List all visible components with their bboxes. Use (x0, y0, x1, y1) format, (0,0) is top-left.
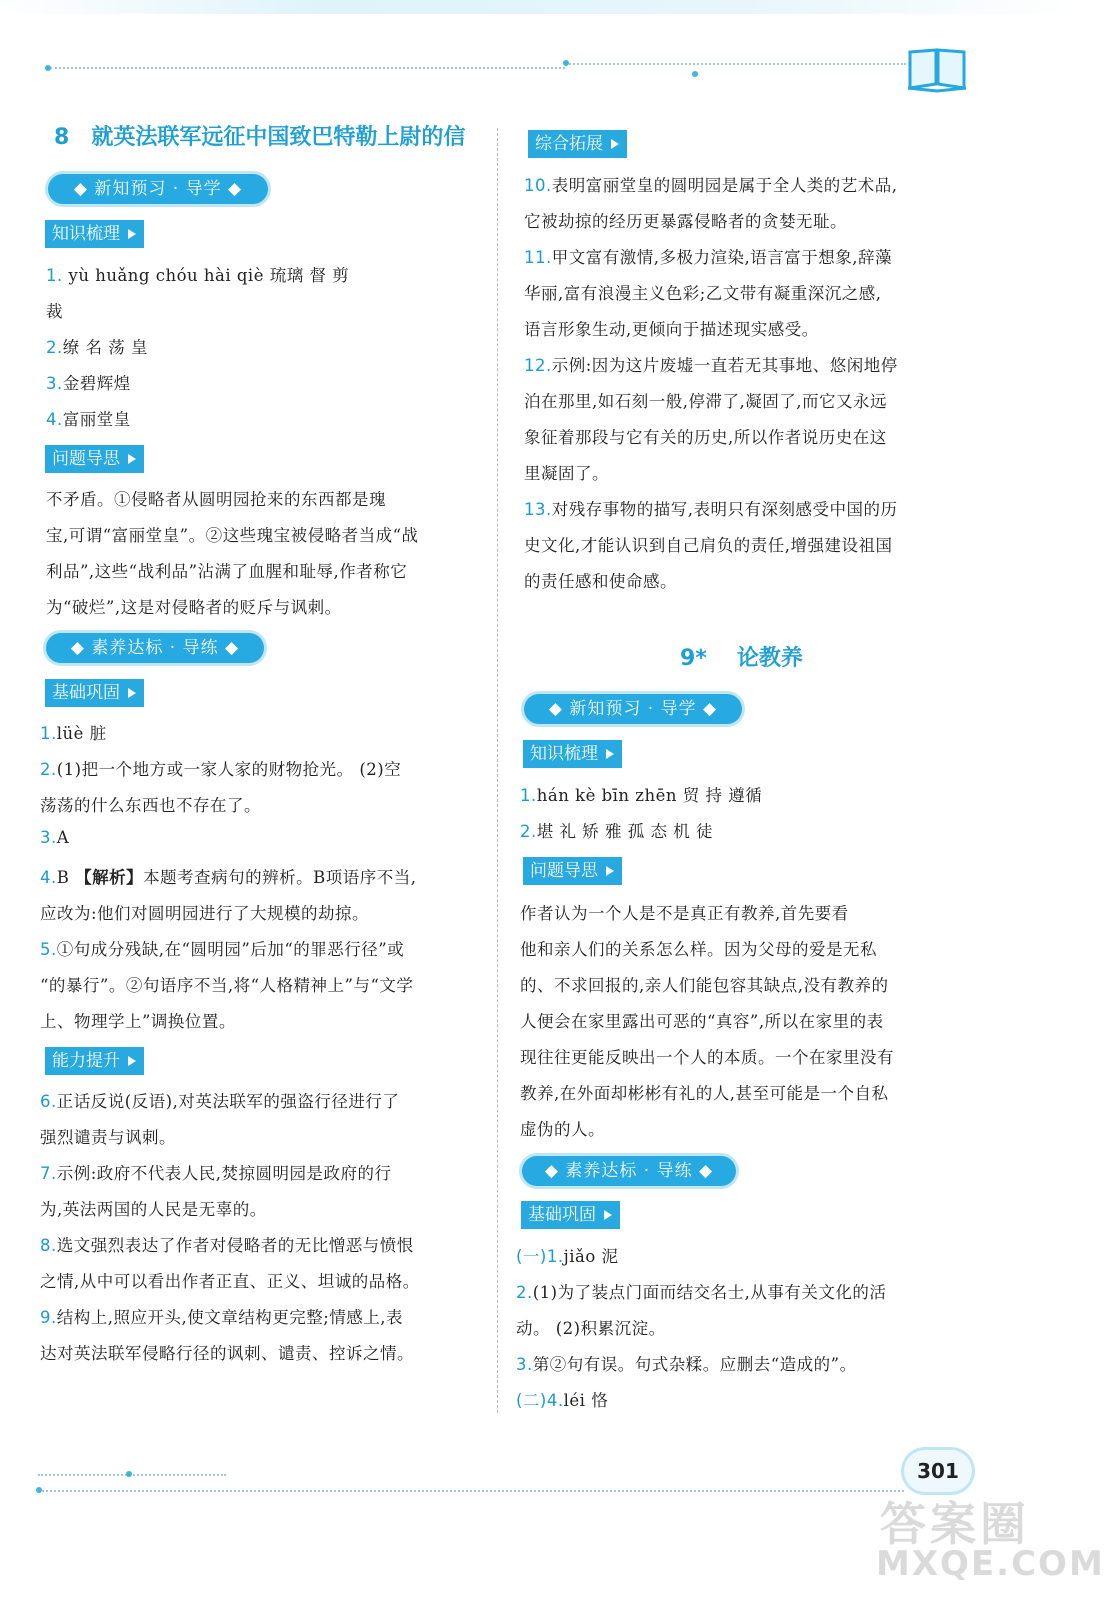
item-number: 3. (516, 1355, 533, 1374)
paragraph-line: 作者认为一个人是不是真正有教养,首先要看 (520, 904, 849, 923)
answer-line (40, 1340, 414, 1364)
item-text: 缭 名 荡 皇 (62, 338, 148, 357)
item-number: 3. (40, 828, 57, 847)
answer-line (516, 1243, 619, 1267)
tag-basics: 基础巩固 (521, 1201, 620, 1229)
answer-line (40, 1232, 414, 1256)
answer-line (524, 460, 609, 484)
item-text: 里凝固了。 (524, 464, 609, 483)
item-number: 10. (524, 176, 552, 195)
chapter-9-title (680, 641, 803, 672)
item-text: 荡荡的什么东西也不存在了。 (40, 796, 261, 815)
section-pill-preview: ◆ 新知预习 · 导学 ◆ (524, 694, 742, 724)
paragraph-line: 人便会在家里露出可恶的“真容”,所以在家里的表 (520, 1012, 884, 1031)
tag-question: 问题导思 (45, 445, 144, 473)
item-number: 4. (46, 410, 63, 429)
open-book-icon (906, 44, 968, 92)
item-text: 它被劫掠的经历更暴露侵略者的贪婪无耻。 (524, 212, 847, 231)
item-text: jiǎo 泥 (563, 1247, 619, 1266)
item-text: 之情,从中可以看出作者正直、正义、坦诚的品格。 (40, 1272, 420, 1291)
tag-question: 问题导思 (523, 857, 622, 885)
answer-line (40, 792, 261, 816)
answer-line (40, 720, 107, 744)
answer-line (40, 828, 69, 847)
answer-line (40, 1268, 420, 1292)
paragraph-line: 宝,可谓“富丽堂皇”。②这些瑰宝被侵略者当成“战 (46, 526, 419, 545)
item-number: 1. (40, 724, 57, 743)
answer-line (40, 1304, 403, 1328)
item-number: 2. (516, 1283, 533, 1302)
item-text: 选文强烈表达了作者对侵略者的无比憎恶与愤恨 (56, 1236, 414, 1255)
item-text: A (56, 828, 70, 847)
item-number: 1. (46, 266, 63, 285)
paragraph-line: 他和亲人们的关系怎么样。因为父母的爱是无私 (520, 940, 877, 959)
paragraph-line: 为“破烂”,这是对侵略者的贬斥与讽刺。 (46, 598, 342, 617)
item-number: 7. (40, 1164, 57, 1183)
item-text: 金碧辉煌 (62, 374, 131, 393)
answer-line (524, 424, 887, 448)
item-number: 12. (524, 356, 552, 375)
item-number: 11. (524, 248, 552, 267)
item-number: 9. (40, 1308, 57, 1327)
item-text: 史文化,才能认识到自己肩负的责任,增强建设祖国 (524, 536, 893, 555)
answer-line (516, 1351, 857, 1375)
answer-line (40, 1196, 267, 1220)
chapter-8-title (54, 120, 465, 151)
answer-line (40, 972, 413, 996)
item-text: (1)为了装点门面而结交名士,从事有关文化的活 (532, 1283, 887, 1302)
answer-line (524, 172, 898, 196)
watermark-logo (870, 1488, 1105, 1594)
answer-line (40, 864, 417, 888)
item-text: 结构上,照应开头,使文章结构更完整;情感上,表 (56, 1308, 404, 1327)
item-text: ①句成分残缺,在“圆明园”后加“的罪恶行径”或 (56, 940, 405, 959)
answer-line (524, 316, 819, 340)
header-dot (563, 60, 569, 66)
answer-line (40, 1124, 176, 1148)
watermark-text-2: MXQE.COM (876, 1544, 1105, 1584)
tag-extension: 综合拓展 (528, 130, 627, 158)
item-text: B (56, 868, 76, 887)
section-pill-practice: ◆ 素养达标 · 导练 ◆ (46, 633, 264, 663)
item-text: 泊在那里,如石刻一般,停滞了,凝固了,而它又永远 (524, 392, 887, 411)
item-number: 8. (40, 1236, 57, 1255)
answer-line (46, 370, 131, 394)
answer-line (40, 1088, 399, 1112)
item-text: 动。 (2)积累沉淀。 (516, 1319, 666, 1338)
section-pill-practice: ◆ 素养达标 · 导练 ◆ (522, 1156, 736, 1186)
paragraph-line: 教养,在外面却彬彬有礼的人,甚至可能是一个自私 (520, 1084, 889, 1103)
answer-line (524, 532, 893, 556)
answer-line (40, 756, 401, 780)
item-text: 示例:因为这片废墟一直若无其事地、悠闲地停 (551, 356, 898, 375)
item-text: 达对英法联军侵略行径的讽刺、谴责、控诉之情。 (40, 1344, 414, 1363)
item-number: 3. (46, 374, 63, 393)
header-dot (692, 71, 698, 77)
item-text: 华丽,富有浪漫主义色彩;乙文带有凝重深沉之感, (524, 284, 882, 303)
answer-line (46, 406, 131, 430)
item-text: léi 恪 (563, 1391, 609, 1410)
item-text: (1)把一个地方或一家人家的财物抢光。 (2)空 (56, 760, 402, 779)
item-text: 裁 (46, 302, 63, 321)
answer-line (524, 244, 892, 268)
item-text: 堪 礼 矫 雅 孤 态 机 徒 (536, 822, 713, 841)
analysis-label: 【解析】 (75, 868, 144, 887)
analysis-text: 本题考查病句的辨析。B项语序不当, (143, 868, 417, 887)
paragraph-line: 现往往更能反映出一个人的本质。一个在家里没有 (520, 1048, 894, 1067)
item-text: 的责任感和使命感。 (524, 572, 677, 591)
chapter-number: 9* (680, 646, 707, 671)
answer-line (46, 298, 63, 322)
item-text: 语言形象生动,更倾向于描述现实感受。 (524, 320, 819, 339)
item-number: 13. (524, 500, 552, 519)
chapter-number: 8 (54, 125, 70, 150)
watermark-text-1: 答案圈 (880, 1497, 1030, 1551)
item-number: 6. (40, 1092, 57, 1111)
item-text: 示例:政府不代表人民,焚掠圆明园是政府的行 (56, 1164, 392, 1183)
answer-line (46, 334, 148, 358)
item-number: 2. (520, 822, 537, 841)
item-number: 2. (46, 338, 63, 357)
item-text: 为,英法两国的人民是无辜的。 (40, 1200, 267, 1219)
item-text: 象征着那段与它有关的历史,所以作者说历史在这 (524, 428, 887, 447)
item-number: (一)1. (516, 1247, 564, 1266)
answer-line (516, 1315, 666, 1339)
item-text: 正话反说(反语),对英法联军的强盗行径进行了 (56, 1092, 400, 1111)
paragraph-line: 利品”,这些“战利品”沾满了血腥和耻辱,作者称它 (46, 562, 408, 581)
item-number: (二)4. (516, 1391, 564, 1410)
tag-knowledge: 知识梳理 (523, 740, 622, 768)
item-text: hán kè bīn zhēn 贸 持 遵循 (536, 786, 763, 805)
paragraph-line: 不矛盾。①侵略者从圆明园抢来的东西都是瑰 (46, 490, 386, 509)
item-text: yù huǎng chóu hài qiè 琉璃 督 剪 (62, 266, 350, 285)
item-text: 甲文富有激情,多极力渲染,语言富于想象,辞藻 (551, 248, 892, 267)
tag-ability: 能力提升 (45, 1047, 144, 1075)
header-dotted-line (50, 67, 565, 69)
answer-line (524, 388, 887, 412)
footer-dot (126, 1471, 132, 1477)
answer-line (524, 568, 677, 592)
answer-line (46, 262, 349, 286)
tag-basics: 基础巩固 (45, 679, 144, 707)
answer-line (524, 208, 847, 232)
answer-line (40, 900, 369, 924)
item-number: 5. (40, 940, 57, 959)
footer-dotted-line-long (38, 1490, 904, 1492)
item-text: 第②句有误。句式杂糅。应删去“造成的”。 (532, 1355, 857, 1374)
answer-line (520, 782, 762, 806)
footer-dot (36, 1487, 42, 1493)
page-number: 301 (904, 1450, 972, 1492)
item-number: 1. (520, 786, 537, 805)
item-number: 4. (40, 868, 57, 887)
answer-line (40, 936, 404, 960)
answer-line (40, 1160, 392, 1184)
item-text: 富丽堂皇 (62, 410, 131, 429)
chapter-title-text: 就英法联军远征中国致巴特勒上尉的信 (91, 125, 466, 150)
answer-line (40, 1008, 236, 1032)
footer-dotted-line (38, 1474, 226, 1476)
top-color-band (0, 0, 1071, 14)
header-dot (45, 65, 51, 71)
item-text: 表明富丽堂皇的圆明园是属于全人类的艺术品, (551, 176, 898, 195)
answer-line (524, 352, 898, 376)
answer-line (516, 1387, 608, 1411)
item-text: 强烈谴责与讽刺。 (40, 1128, 176, 1147)
item-text: lüè 脏 (56, 724, 107, 743)
paragraph-line: 的、不求回报的,亲人们能包容其缺点,没有教养的 (520, 976, 889, 995)
item-text: 上、物理学上”调换位置。 (40, 1012, 236, 1031)
answer-line (524, 496, 898, 520)
answer-line (516, 1279, 886, 1303)
answer-line (520, 818, 713, 842)
item-text: 对残存事物的描写,表明只有深刻感受中国的历 (551, 500, 898, 519)
header-dotted-line-right (566, 63, 906, 65)
section-pill-preview: ◆ 新知预习 · 导学 ◆ (48, 174, 268, 204)
tag-knowledge: 知识梳理 (45, 220, 144, 248)
item-text: “的暴行”。②句语序不当,将“人格精神上”与“文学 (40, 976, 414, 995)
paragraph-line: 虚伪的人。 (520, 1120, 605, 1139)
column-divider (497, 128, 498, 1413)
item-text: 应改为:他们对圆明园进行了大规模的劫掠。 (40, 904, 370, 923)
answer-line (524, 280, 882, 304)
chapter-title-text: 论教养 (736, 646, 803, 671)
item-number: 2. (40, 760, 57, 779)
